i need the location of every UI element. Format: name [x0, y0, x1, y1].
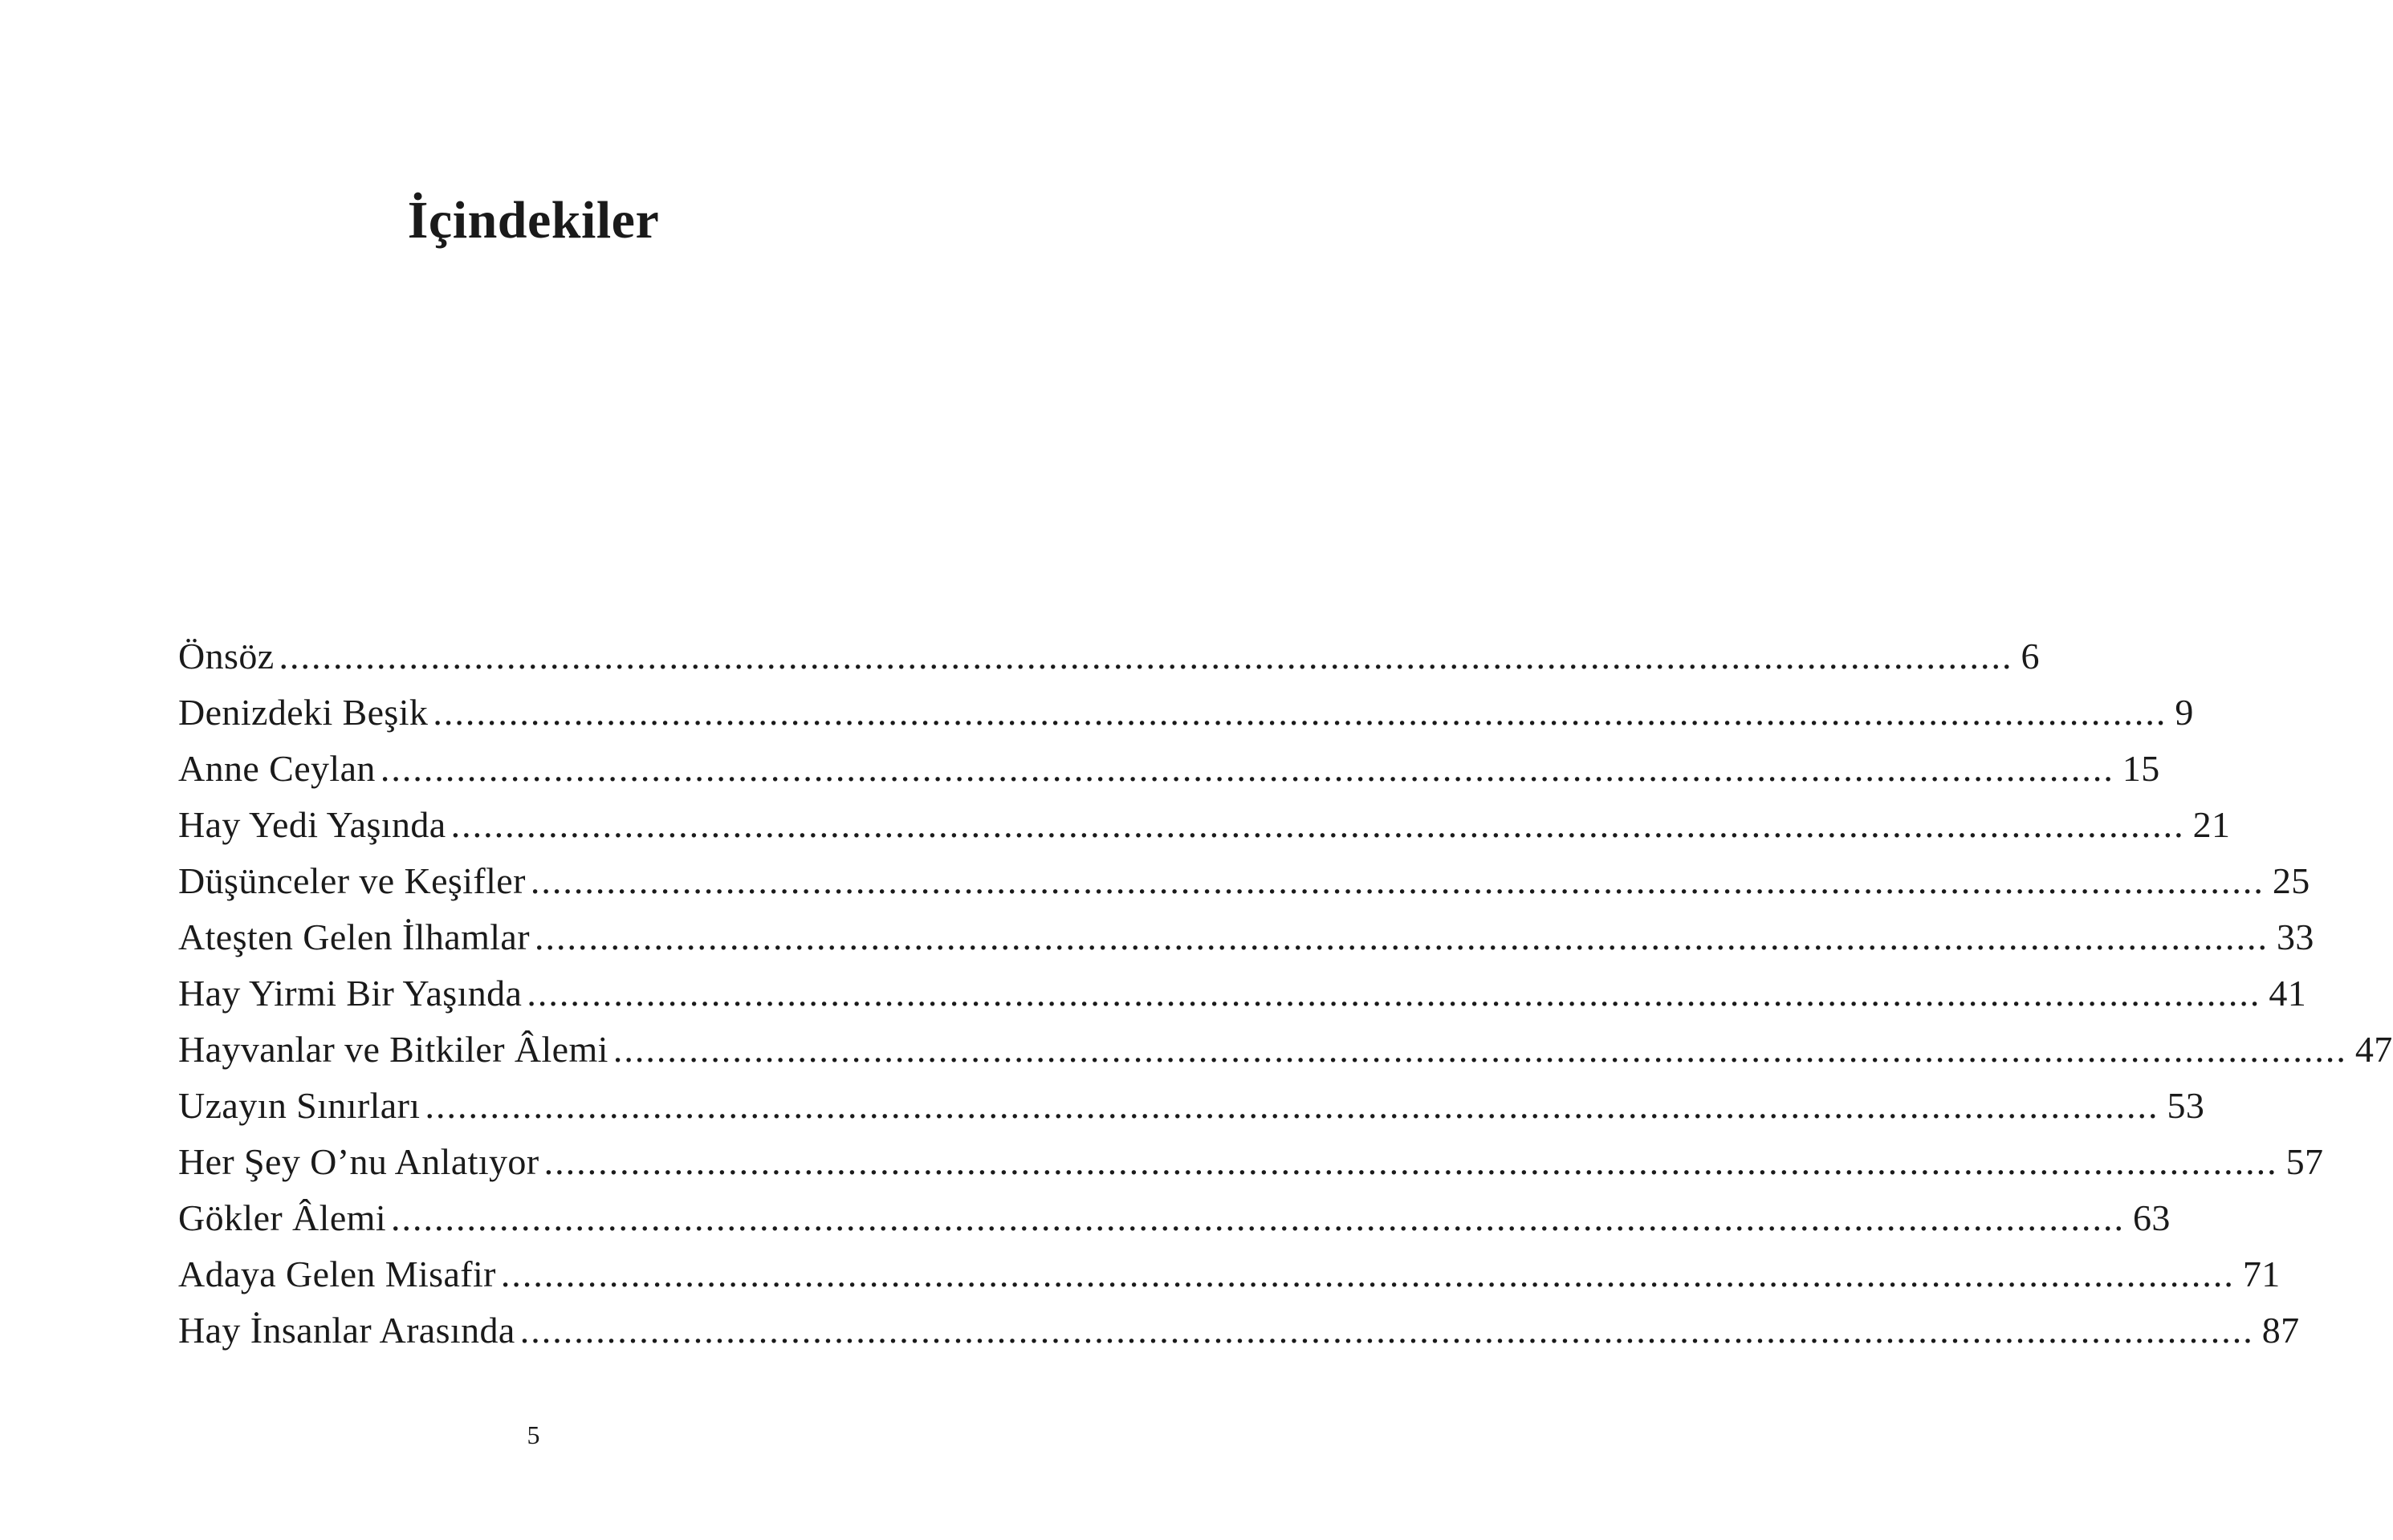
- toc-entry-title: Hayvanlar ve Bitkiler Âlemi: [178, 1029, 608, 1070]
- toc-entry-page: 15: [2122, 748, 2160, 789]
- toc-entry-page: 57: [2285, 1141, 2324, 1182]
- toc-entry: [178, 965, 2307, 1022]
- toc-entry: [178, 1302, 2300, 1359]
- toc-entry-title: Her Şey O’nu Anlatıyor: [178, 1141, 539, 1182]
- toc-entry-page: 9: [2175, 692, 2194, 733]
- toc-entry: [178, 1134, 2324, 1190]
- toc-entry-title: Gökler Âlemi: [178, 1197, 387, 1238]
- dot-leader: ................................................................................................................................................................: [450, 804, 2185, 845]
- toc-entry: [178, 741, 2160, 797]
- dot-leader: ................................................................................................................................................................: [527, 973, 2261, 1014]
- dot-leader: ................................................................................................................................................................: [612, 1029, 2347, 1070]
- toc-entry-title: Ateşten Gelen İlhamlar: [178, 916, 530, 957]
- toc-entry: [178, 1246, 2281, 1302]
- toc-entry-title: Uzayın Sınırları: [178, 1085, 421, 1126]
- dot-leader: ................................................................................................................................................................: [433, 692, 2167, 733]
- toc-entry-page: 6: [2021, 636, 2040, 677]
- page-title: İçindekiler: [407, 191, 660, 250]
- toc-entry-page: 53: [2167, 1085, 2205, 1126]
- toc-entry-page: 47: [2354, 1029, 2393, 1070]
- toc-entry: [178, 1190, 2171, 1246]
- toc-entry-title: Düşünceler ve Keşifler: [178, 860, 526, 901]
- dot-leader: ................................................................................................................................................................: [425, 1085, 2159, 1126]
- toc-entry-title: Anne Ceylan: [178, 748, 376, 789]
- dot-leader: ................................................................................................................................................................: [380, 748, 2114, 789]
- toc-entry: [178, 685, 2194, 741]
- toc-entry: [178, 1022, 2393, 1078]
- toc-entry-title: Hay Yirmi Bir Yaşında: [178, 973, 523, 1014]
- toc-entry-title: Hay İnsanlar Arasında: [178, 1310, 515, 1351]
- toc-entry-title: Hay Yedi Yaşında: [178, 804, 446, 845]
- toc-entry-page: 21: [2192, 804, 2231, 845]
- toc-entry: [178, 853, 2310, 909]
- dot-leader: ................................................................................................................................................................: [519, 1310, 2254, 1351]
- table-of-contents: [178, 628, 2393, 1359]
- toc-entry: [178, 909, 2314, 965]
- toc-entry-page: 25: [2272, 860, 2310, 901]
- dot-leader: ................................................................................................................................................................: [279, 636, 2013, 677]
- dot-leader: ................................................................................................................................................................: [530, 860, 2265, 901]
- toc-entry-page: 63: [2133, 1197, 2171, 1238]
- toc-entry-page: 87: [2261, 1310, 2300, 1351]
- toc-entry-title: Adaya Gelen Misafir: [178, 1254, 496, 1294]
- dot-leader: ................................................................................................................................................................: [543, 1141, 2278, 1182]
- toc-entry: [178, 628, 2040, 685]
- toc-entry-page: 41: [2269, 973, 2307, 1014]
- dot-leader: ................................................................................................................................................................: [500, 1254, 2235, 1294]
- toc-entry: [178, 1078, 2205, 1134]
- dot-leader: ................................................................................................................................................................: [534, 916, 2269, 957]
- toc-entry-title: Denizdeki Beşik: [178, 692, 429, 733]
- dot-leader: ................................................................................................................................................................: [391, 1197, 2126, 1238]
- page-number: 5: [527, 1420, 540, 1449]
- toc-entry-page: 33: [2276, 916, 2314, 957]
- toc-entry: [178, 797, 2231, 853]
- toc-entry-title: Önsöz: [178, 636, 275, 677]
- toc-entry-page: 71: [2242, 1254, 2281, 1294]
